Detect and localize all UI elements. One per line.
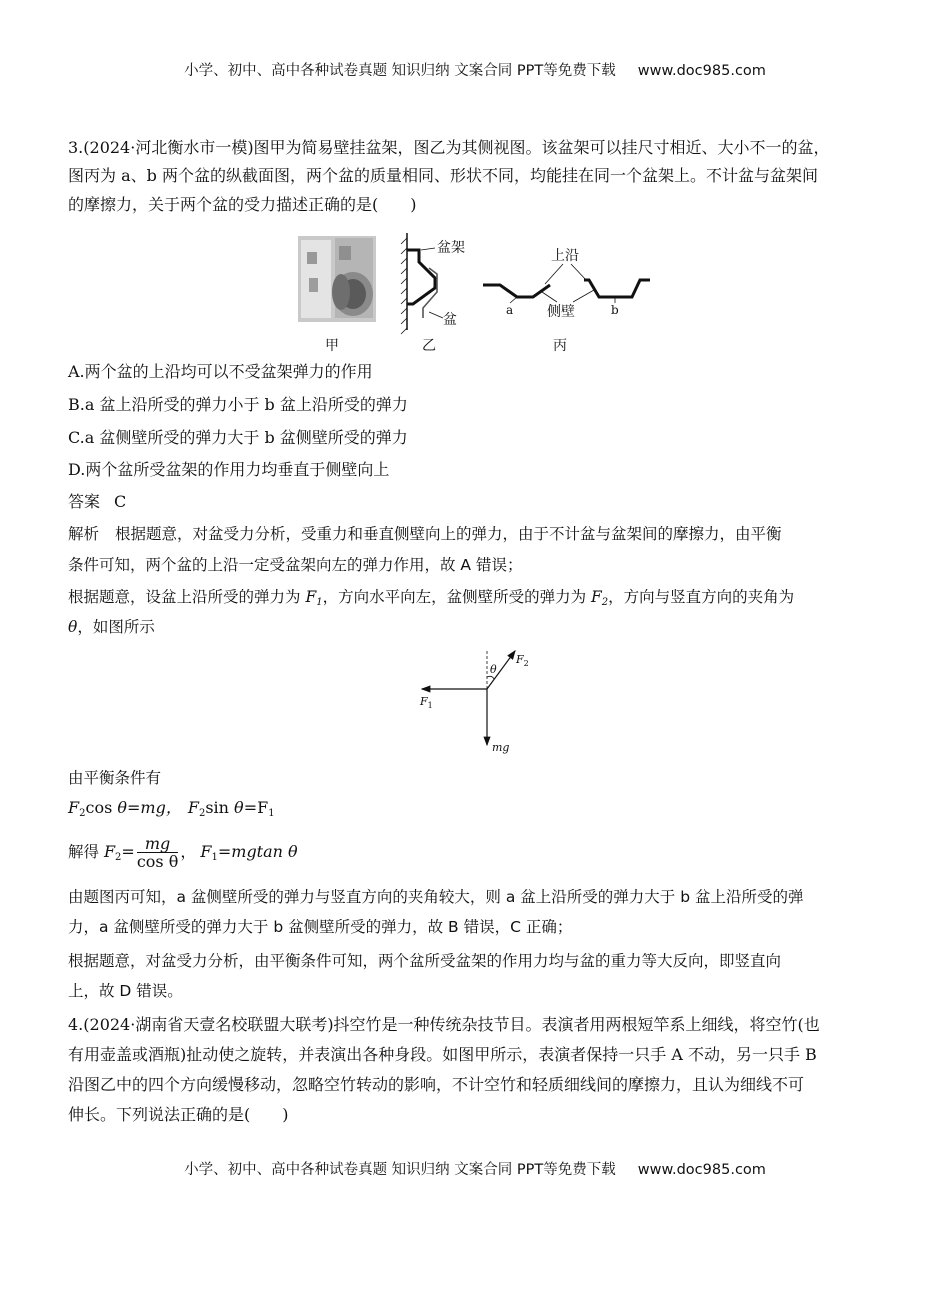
label-theta: θ	[490, 663, 497, 676]
label-f1	[419, 695, 433, 710]
solve-f1-sub: 1	[211, 852, 218, 863]
solve-f1-expr: =mgtan θ	[217, 842, 298, 861]
analysis-text-2a-mid: ，方向水平向左，盆侧壁所受的弹力为	[322, 588, 592, 606]
analysis-line-2: 条件可知，两个盆的上沿一定受盆架向左的弹力作用，故 A 错误；	[68, 556, 523, 574]
eq-sin: sin	[205, 798, 235, 817]
q4-stem-line-1: 4.(2024·湖南省天壹名校联盟大联考)抖空竹是一种传统杂技节目。表演者用两根短竿系上细线，将空竹(也	[68, 1015, 820, 1034]
q4-stem-line-3: 沿图乙中的四个方向缓慢移动，忽略空竹转动的影响，不计空竹和轻质细线间的摩擦力，且认为细线不可	[68, 1075, 805, 1094]
label-f2	[515, 653, 529, 668]
eq-theta-a: θ	[117, 798, 128, 817]
option-c: C.a 盆侧壁所受的弹力大于 b 盆侧壁所受的弹力	[68, 428, 408, 447]
symbol-f1-letter: F	[305, 588, 317, 606]
label-f2-letter: F	[516, 653, 524, 666]
analysis-text-2a-pre: 根据题意，设盆上沿所受的弹力为	[68, 588, 306, 606]
header-url[interactable]: www.doc985.com	[637, 63, 766, 79]
q3-stem-line-2: 图丙为 a、b 两个盆的纵截面图，两个盆的质量相同、形状不同，均能挂在同一个盆架上。不计盆与盆架间	[68, 166, 818, 185]
eq-f2-a-sub: 2	[79, 808, 86, 819]
page-footer	[0, 1158, 950, 1179]
eq-f2-b-sub: 2	[198, 808, 206, 819]
label-f2-sub: 2	[523, 659, 529, 668]
concl-line-2: 力，a 盆侧壁所受的弹力大于 b 盆侧壁所受的弹力，故 B 错误，C 正确；	[68, 918, 573, 936]
caption-yi: 乙	[422, 338, 436, 354]
solve-f2: F	[103, 842, 116, 861]
analysis-line-4	[68, 617, 888, 637]
caption-bing: 丙	[553, 338, 567, 354]
symbol-f1-sub: 1	[316, 597, 323, 608]
label-rack: 盆架	[437, 240, 465, 256]
q3-stem-line-3: 的摩擦力，关于两个盆的受力描述正确的是( )	[68, 195, 417, 214]
label-b: b	[611, 303, 619, 317]
eq-mg: =mg，	[127, 798, 182, 817]
page-header	[0, 59, 950, 80]
q4-stem-line-2: 有用壶盖或酒瓶)扯动使之旋转，并表演出各种身段。如图甲所示，表演者保持一只手 A 不动，另一只手 B	[68, 1045, 817, 1064]
footer-text: 小学、初中、高中各种试卷真题 知识归纳 文案合同 PPT等免费下载	[184, 1162, 616, 1178]
eq-f1: =F	[243, 798, 269, 817]
symbol-f2-sub: 2	[601, 597, 609, 608]
option-b: B.a 盆上沿所受的弹力小于 b 盆上沿所受的弹力	[68, 395, 408, 414]
symbol-theta: θ	[68, 618, 78, 636]
option-d: D.两个盆所受盆架的作用力均垂直于侧壁向上	[68, 460, 390, 479]
fraction-denominator: cos θ	[136, 852, 179, 871]
solve-line: 解得 $F_2=$ $\frac{mg}{\text{cos θ}}$ ， $F_1=mgtan$ θ	[68, 834, 298, 871]
answer-line	[68, 492, 888, 512]
label-rim: 上沿	[551, 248, 579, 264]
solve-f1: F	[200, 842, 212, 861]
concl-line-1: 由题图丙可知，a 盆侧壁所受的弹力与竖直方向的夹角较大，则 a 盆上沿所受的弹力大于 b 盆上沿所受的弹	[68, 888, 804, 906]
concl-line-3: 根据题意，对盆受力分析，由平衡条件可知，两个盆所受盆架的作用力均与盆的重力等大反向，即竖直向	[68, 952, 782, 970]
q4-stem-line-4: 伸长。下列说法正确的是( )	[68, 1105, 289, 1124]
force-diagram	[412, 645, 542, 757]
symbol-f1	[305, 588, 322, 606]
eq-f2-a: F	[68, 798, 80, 817]
solve-fraction	[137, 835, 179, 870]
eq-theta-b: θ	[234, 798, 244, 817]
answer-value: C	[114, 492, 127, 511]
label-f1-sub: 1	[427, 701, 433, 710]
analysis-text-2a-post: ，方向与竖直方向的夹角为	[608, 588, 795, 606]
label-mg: mg	[492, 741, 510, 754]
eq-f2-b: F	[187, 798, 199, 817]
footer-url[interactable]: www.doc985.com	[637, 1162, 766, 1178]
caption-jia: 甲	[325, 338, 339, 354]
fraction-numerator: mg	[137, 835, 179, 853]
solve-label: 解得	[68, 843, 104, 861]
analysis-label: 解析	[68, 525, 100, 543]
label-side-wall: 侧壁	[547, 304, 575, 320]
q3-figure	[295, 228, 675, 356]
label-basin: 盆	[443, 312, 457, 328]
concl-line-4: 上，故 D 错误。	[68, 982, 183, 1000]
analysis-text-1a: 根据题意，对盆受力分析，受重力和垂直侧壁向上的弹力，由于不计盆与盆架间的摩擦力，由平衡	[115, 525, 782, 543]
option-a: A.两个盆的上沿均可以不受盆架弹力的作用	[68, 362, 373, 381]
eq-intro: 由平衡条件有	[68, 769, 162, 787]
label-f1-letter: F	[420, 695, 428, 708]
basin-b-section	[584, 280, 650, 297]
q3-stem-line-1: 3.(2024·河北衡水市一模)图甲为简易壁挂盆架，图乙为其侧视图。该盆架可以挂尺寸相近、大小不一的盆，	[68, 138, 830, 157]
header-text: 小学、初中、高中各种试卷真题 知识归纳 文案合同 PPT等免费下载	[184, 63, 616, 79]
basin-a-section	[483, 285, 550, 297]
eq-f1-sub: 1	[268, 808, 275, 819]
symbol-f2-letter: F	[591, 588, 602, 606]
photo-jia	[298, 236, 376, 322]
answer-label: 答案	[68, 492, 101, 511]
eq-cos: cos	[85, 798, 118, 817]
analysis-line-1	[68, 524, 888, 544]
eq-line	[68, 798, 888, 824]
label-a: a	[506, 303, 514, 317]
solve-f2-sub: 2	[115, 852, 122, 863]
analysis-text-2b: ，如图所示	[77, 618, 155, 636]
symbol-f2	[591, 588, 608, 606]
analysis-line-3	[68, 587, 888, 613]
